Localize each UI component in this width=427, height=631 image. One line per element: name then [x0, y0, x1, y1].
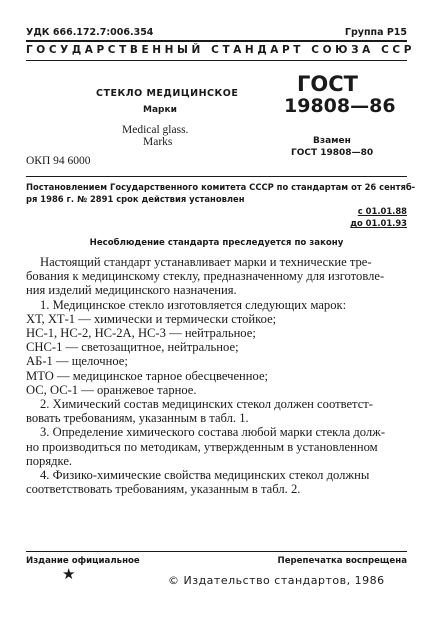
- validity-from: с 01.01.88: [357, 206, 407, 216]
- subtitle-ru: Марки: [143, 105, 177, 115]
- copyright: © Издательство стандартов, 1986: [168, 574, 385, 587]
- item-2: 2. Химический состав медицинских стекол должен соответст-: [40, 397, 373, 412]
- decree-rule: [26, 176, 407, 177]
- mark-entry: АБ-1 — щелочное;: [26, 354, 128, 369]
- group-code: Группа Р15: [344, 27, 407, 38]
- footer-rule: [26, 551, 407, 552]
- subtitle-en: Marks: [143, 136, 173, 148]
- udk-code: УДК 666.172.7:006.354: [26, 27, 154, 38]
- intro-line: ния изделий медицинского назначения.: [26, 283, 237, 298]
- header-rule-bottom: [26, 60, 407, 61]
- title-ru: СТЕКЛО МЕДИЦИНСКОЕ: [96, 88, 239, 99]
- item-4: 4. Физико-химические свойства медицинских стекол должны: [40, 468, 370, 483]
- decree-line-2: ря 1986 г. № 2891 срок действия установлен: [26, 194, 245, 204]
- replaces-value: ГОСТ 19808—80: [291, 148, 374, 158]
- intro-line: Настоящий стандарт устанавливает марки и технические тре-: [40, 255, 372, 269]
- item-2: вовать требованиям, указанным в табл. 1.: [26, 411, 249, 426]
- reprint-prohibited: Перепечатка воспрещена: [277, 556, 407, 566]
- enforcement-warning: Несоблюдение стандарта преследуется по закону: [89, 238, 344, 248]
- item-3: порядке.: [26, 453, 73, 468]
- gost-number: 19808—86: [284, 95, 396, 117]
- star-icon: ★: [62, 565, 76, 583]
- mark-entry: ОС, ОС-1 — оранжевое тарное.: [26, 382, 197, 397]
- state-standard-banner: ГОСУДАРСТВЕННЫЙ СТАНДАРТ СОЮЗА ССР: [26, 44, 416, 56]
- title-en: Medical glass.: [122, 124, 189, 136]
- mark-entry: НС-1, НС-2, НС-2А, НС-3 — нейтральное;: [26, 326, 256, 341]
- intro-line: бования к медицинскому стеклу, предназначенному для изготовле-: [26, 269, 385, 284]
- validity-to: до 01.01.93: [350, 218, 407, 228]
- mark-entry: ХТ, ХТ-1 — химически и термически стойкое;: [26, 311, 277, 326]
- replaces-label: Взамен: [313, 136, 351, 146]
- mark-entry: МТО — медицинское тарное обесцвеченное;: [26, 368, 269, 383]
- header-rule-top: [26, 40, 407, 42]
- gost-label: ГОСТ: [297, 72, 358, 96]
- body-text: [26, 255, 408, 496]
- mark-entry: СНС-1 — светозащитное, нейтральное;: [26, 340, 239, 355]
- item-1: 1. Медицинское стекло изготовляется следующих марок:: [40, 297, 347, 312]
- decree-line-1: Постановлением Государственного комитета СССР по стандартам от 26 сентяб-: [26, 182, 416, 192]
- item-4: соответствовать требованиям, указанным в табл. 2.: [26, 482, 301, 497]
- official-edition: Издание официальное: [26, 556, 140, 566]
- okp-code: ОКП 94 6000: [26, 155, 91, 167]
- item-3: но производиться по методикам, утвержденным в установленном: [26, 439, 378, 454]
- item-3: 3. Определение химического состава любой марки стекла долж-: [40, 425, 386, 440]
